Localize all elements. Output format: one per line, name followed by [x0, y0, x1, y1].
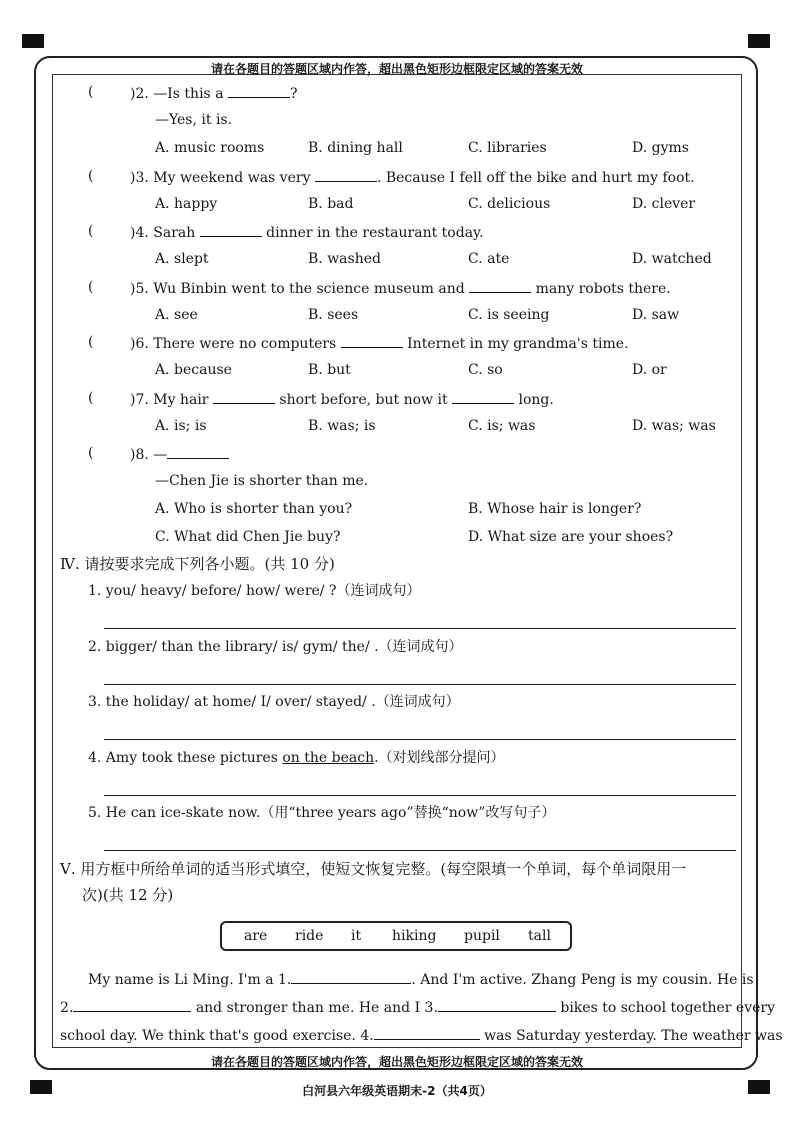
- word-bank-word: ride: [295, 928, 324, 944]
- answer-paren: (: [88, 334, 94, 350]
- question-5: [130, 278, 671, 298]
- answer-paren: (: [88, 445, 94, 461]
- question-5-end: many robots there.: [535, 281, 671, 297]
- question-4-stem: )4. Sarah: [130, 225, 196, 241]
- question-2: [130, 83, 298, 103]
- option-c: C. delicious: [468, 196, 551, 212]
- option-d: D. was; was: [632, 418, 716, 434]
- passage-text: . And I'm active. Zhang Peng is my cousin. He is: [411, 972, 754, 988]
- option-c: C. What did Chen Jie buy?: [155, 529, 341, 545]
- option-b: B. dining hall: [308, 140, 403, 156]
- option-d: D. clever: [632, 196, 696, 212]
- underlined-phrase: on the beach: [282, 750, 375, 766]
- blank-number: 1.: [278, 972, 292, 988]
- option-b: B. but: [308, 362, 351, 378]
- answer-blank[interactable]: [167, 444, 229, 459]
- answer-blank[interactable]: [213, 389, 275, 404]
- answer-line[interactable]: [104, 684, 736, 685]
- option-b: B. was; is: [308, 418, 376, 434]
- option-d: D. watched: [632, 251, 712, 267]
- answer-blank[interactable]: [452, 389, 514, 404]
- section-4-question-2: 2. bigger/ than the library/ is/ gym/ the/ .（连词成句）: [88, 639, 463, 655]
- section-4-title: Ⅳ. 请按要求完成下列各小题。(共 10 分): [60, 555, 335, 573]
- word-bank-word: it: [351, 928, 362, 944]
- question-7: [130, 389, 554, 409]
- question-5-stem: )5. Wu Binbin went to the science museum and: [130, 281, 465, 297]
- blank-number: 4.: [360, 1028, 374, 1044]
- passage-text: bikes to school together every: [560, 1000, 775, 1016]
- option-a: A. see: [155, 307, 198, 323]
- question-3: [130, 167, 695, 187]
- option-d: D. What size are your shoes?: [468, 529, 674, 545]
- passage-text: My name is Li Ming. I'm a: [88, 972, 274, 988]
- passage-line-3: [60, 1025, 783, 1045]
- passage-blank-3[interactable]: [438, 997, 556, 1012]
- section-4-question-3: 3. the holiday/ at home/ I/ over/ stayed/ .（连词成句）: [88, 694, 460, 710]
- section-4-question-1: 1. you/ heavy/ before/ how/ were/ ?（连词成句）: [88, 583, 421, 599]
- option-b: B. washed: [308, 251, 381, 267]
- question-2-stem: )2. —Is this a: [130, 86, 224, 102]
- option-a: A. music rooms: [155, 140, 265, 156]
- answer-blank[interactable]: [228, 83, 290, 98]
- answer-paren: (: [88, 168, 94, 184]
- passage-blank-1[interactable]: [291, 969, 411, 984]
- question-8: [130, 444, 229, 464]
- blank-number: 2.: [60, 1000, 74, 1016]
- answer-line[interactable]: [104, 795, 736, 796]
- option-c: C. libraries: [468, 140, 547, 156]
- option-a: A. because: [155, 362, 232, 378]
- answer-blank[interactable]: [341, 333, 403, 348]
- answer-blank[interactable]: [469, 278, 531, 293]
- answer-blank[interactable]: [200, 222, 262, 237]
- passage-text: was Saturday yesterday. The weather was: [484, 1028, 783, 1044]
- question-4-end: dinner in the restaurant today.: [266, 225, 484, 241]
- top-notice: 请在各题目的答题区域内作答，超出黑色矩形边框限定区域的答案无效: [210, 62, 583, 76]
- answer-paren: (: [88, 84, 94, 100]
- option-c: C. so: [468, 362, 503, 378]
- answer-paren: (: [88, 279, 94, 295]
- word-bank-word: hiking: [392, 928, 437, 944]
- option-d: D. or: [632, 362, 667, 378]
- section-4-question-4-post: .（对划线部分提问）: [374, 750, 505, 766]
- question-3-stem: )3. My weekend was very: [130, 170, 311, 186]
- answer-line[interactable]: [104, 628, 736, 629]
- question-2-reply: —Yes, it is.: [155, 112, 233, 128]
- section-5-title-continued: 次)(共 12 分): [82, 886, 174, 904]
- question-7-end: long.: [518, 392, 554, 408]
- section-4-question-4-pre: 4. Amy took these pictures: [88, 750, 283, 766]
- word-bank-word: are: [244, 928, 268, 944]
- answer-line[interactable]: [104, 739, 736, 740]
- question-8-stem: )8. —: [130, 447, 168, 463]
- section-5-title: Ⅴ. 用方框中所给单词的适当形式填空，使短文恢复完整。(每空限填一个单词，每个单词限用一: [60, 860, 687, 878]
- word-bank-word: tall: [528, 928, 551, 944]
- answer-line[interactable]: [104, 850, 736, 851]
- question-7-mid: short before, but now it: [279, 392, 448, 408]
- word-bank-word: pupil: [464, 928, 500, 944]
- page-footer: 白河县六年级英语期末-2（共4页）: [302, 1084, 492, 1098]
- option-c: C. ate: [468, 251, 510, 267]
- passage-blank-4[interactable]: [374, 1025, 480, 1040]
- question-7-stem: )7. My hair: [130, 392, 209, 408]
- passage-text: and stronger than me. He and I: [195, 1000, 421, 1016]
- passage-line-1: [60, 969, 754, 989]
- option-a: A. slept: [155, 251, 209, 267]
- registration-mark-top-right: [748, 34, 770, 48]
- question-6: [130, 333, 628, 353]
- question-2-end: ?: [290, 86, 298, 102]
- question-3-end: . Because I fell off the bike and hurt my foot.: [376, 170, 695, 186]
- section-4-question-4: [88, 749, 505, 767]
- option-b: B. bad: [308, 196, 354, 212]
- option-a: A. Who is shorter than you?: [155, 501, 353, 517]
- passage-line-2: [60, 997, 775, 1017]
- blank-number: 3.: [424, 1000, 438, 1016]
- question-8-reply: —Chen Jie is shorter than me.: [155, 473, 369, 489]
- passage-text: school day. We think that's good exercise.: [60, 1028, 356, 1044]
- option-a: A. happy: [155, 196, 218, 212]
- registration-mark-top-left: [22, 34, 44, 48]
- option-c: C. is; was: [468, 418, 536, 434]
- answer-paren: (: [88, 390, 94, 406]
- option-b: B. Whose hair is longer?: [468, 501, 642, 517]
- bottom-notice: 请在各题目的答题区域内作答，超出黑色矩形边框限定区域的答案无效: [210, 1055, 583, 1069]
- option-c: C. is seeing: [468, 307, 550, 323]
- answer-blank[interactable]: [315, 167, 377, 182]
- question-6-stem: )6. There were no computers: [130, 336, 337, 352]
- option-d: D. saw: [632, 307, 680, 323]
- answer-paren: (: [88, 223, 94, 239]
- passage-blank-2[interactable]: [73, 997, 191, 1012]
- question-4: [130, 222, 484, 242]
- question-6-end: Internet in my grandma's time.: [407, 336, 629, 352]
- option-d: D. gyms: [632, 140, 689, 156]
- option-a: A. is; is: [155, 418, 207, 434]
- option-b: B. sees: [308, 307, 359, 323]
- section-4-question-5: 5. He can ice-skate now.（用“three years ago”替换“now”改写句子）: [88, 805, 556, 821]
